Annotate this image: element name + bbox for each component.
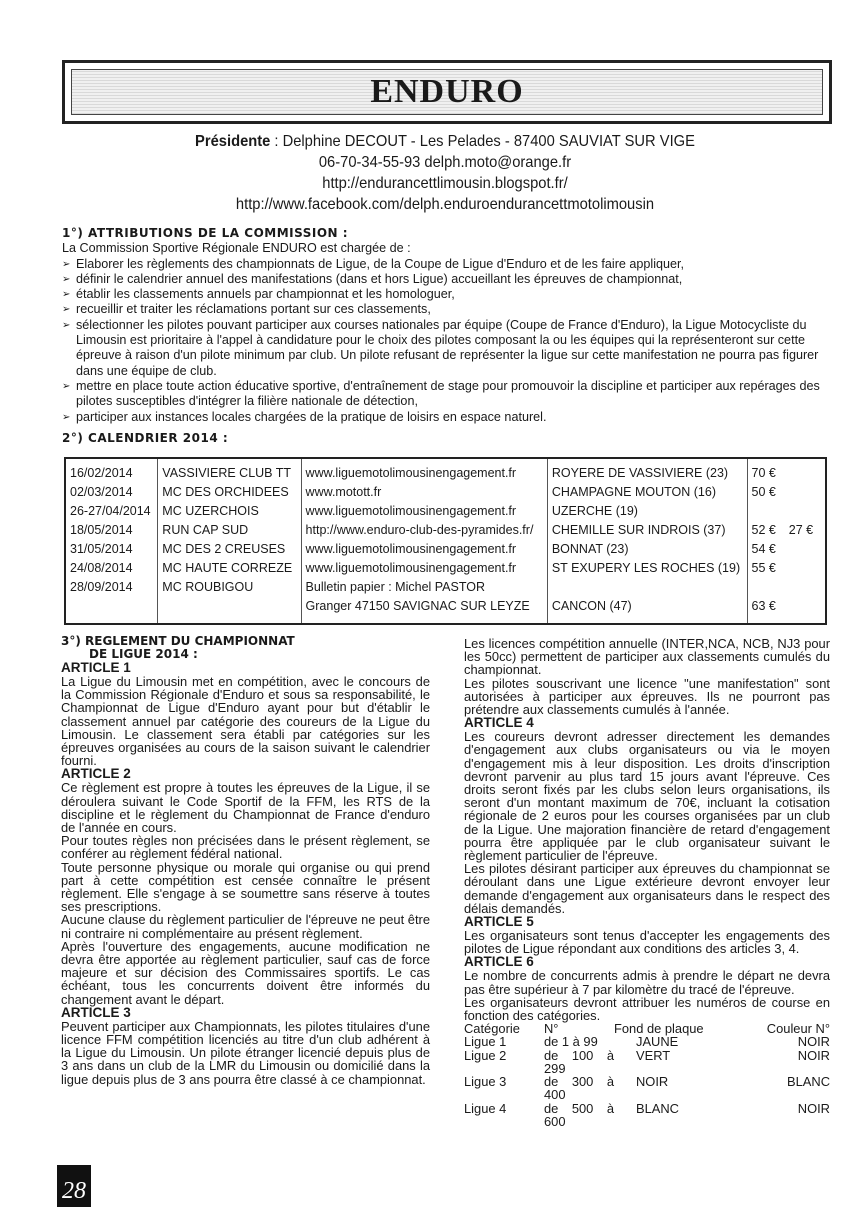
calendar-cell-club: RUN CAP SUD: [158, 520, 301, 539]
article-4-heading: ARTICLE 4: [464, 715, 534, 731]
category-cell: NOIR: [797, 1047, 830, 1063]
calendar-cell-club: VASSIVIERE CLUB TT: [158, 458, 301, 482]
list-item: ➢ participer aux instances locales chargées de la pratique de loisirs en espace naturel.: [62, 410, 832, 425]
calendar-cell-web: www.liguemotolimousinengagement.fr: [301, 501, 547, 520]
left-column: [61, 635, 430, 1086]
category-cell: BLANC: [787, 1074, 830, 1090]
list-item: ➢ définir le calendrier annuel des manifestations (dans et hors Ligue) accueillant les épreuves de championnat,: [62, 272, 832, 287]
calendar-cell-price: 55 €: [751, 560, 776, 575]
contact-address: : Delphine DECOUT - Les Pelades - 87400 SAUVIAT SUR VIGE: [270, 133, 695, 150]
list-item: ➢ Elaborer les règlements des championnats de Ligue, de la Coupe de Ligue d'Enduro et de les faire appliquer,: [62, 257, 832, 272]
calendar-cell-web: www.liguemotolimousinengagement.fr: [301, 558, 547, 577]
calendar-cell-web: www.liguemotolimousinengagement.fr: [301, 458, 547, 482]
calendar-cell-place: CHAMPAGNE MOUTON (16): [547, 482, 747, 501]
calendar-cell-club: [158, 596, 301, 624]
calendar-cell-web: www.liguemotolimousinengagement.fr: [301, 539, 547, 558]
calendar-cell-web: www.motott.fr: [301, 482, 547, 501]
title-banner-inner: [71, 69, 823, 115]
calendar-cell-place: ST EXUPERY LES ROCHES (19): [547, 558, 747, 577]
article-2-heading: ARTICLE 2: [61, 766, 131, 782]
list-item: ➢ établir les classements annuels par championnat et les homologuer,: [62, 287, 832, 302]
calendar-cell-club: MC UZERCHOIS: [158, 501, 301, 520]
category-cell: NOIR: [797, 1100, 830, 1116]
article-2-text-3: Toute personne physique ou morale qui organise ou qui prend part à cette compétition est censée connaître le présent règlement. Elle s'engage à se soumettre sans réserve à toutes ses prescriptions.: [61, 859, 430, 915]
list-item: ➢ mettre en place toute action éducative sportive, d'entraînement de stage pour promouvoir la discipline et participer aux repérages des pilotes susceptibles d'intégrer la filière nationale de détection,: [62, 379, 832, 410]
calendar-cell-date: 28/09/2014: [65, 577, 158, 596]
calendar-cell-price: 50 €: [751, 484, 776, 499]
calendar-cell-place: CHEMILLE SUR INDROIS (37): [547, 520, 747, 539]
contact-facebook-url: http://www.facebook.com/delph.enduroendurancettmotolimousin: [235, 196, 655, 213]
table-row: [65, 596, 826, 624]
article-2-text-2: Pour toutes règles non précisées dans le présent règlement, se conférer au règlement fédéral national.: [61, 833, 430, 862]
title-banner: [62, 60, 832, 124]
calendar-cell-extra: [785, 596, 826, 624]
list-item: ➢ recueillir et traiter les réclamations portant sur ces classements,: [62, 302, 832, 317]
calendar-cell-place: BONNAT (23): [547, 539, 747, 558]
calendar-table: [64, 457, 827, 625]
article-5-text-1: Les organisateurs sont tenus d'accepter les engagements des pilotes de Ligue répondant aux conditions des articles 3, 4.: [464, 928, 830, 957]
category-cell: JAUNE: [636, 1034, 679, 1050]
page-number: 28: [57, 1165, 91, 1207]
article-4-text-2: Les pilotes désirant participer aux épreuves du championnat se déroulant dans une Ligue extérieure devront envoyer leur demande d'engagement aux organisateurs dans le respect des délais demandés.: [464, 861, 830, 916]
calendar-cell-club: MC DES ORCHIDEES: [158, 482, 301, 501]
section-1-title: 1°) ATTRIBUTIONS DE LA COMMISSION :: [62, 226, 349, 240]
section-1-intro: La Commission Sportive Régionale ENDURO est chargée de :: [62, 241, 411, 256]
calendar-cell-date: 24/08/2014: [65, 558, 158, 577]
attributions-list: [62, 257, 832, 425]
calendar-cell-web: Bulletin papier : Michel PASTOR: [301, 577, 547, 596]
category-cell: VERT: [636, 1047, 671, 1063]
table-row: [65, 458, 826, 482]
calendar-body: [65, 458, 826, 624]
category-header: Catégorie: [464, 1021, 520, 1037]
calendar-cell-date: 26-27/04/2014: [65, 501, 158, 520]
article-6-text-2: Les organisateurs devront attribuer les numéros de course en fonction des catégories.: [464, 994, 830, 1024]
section-3-title-line-2: DE LIGUE 2014 :: [89, 647, 198, 661]
article-2-text-4: Aucune clause du règlement particulier de l'épreuve ne peut être ni contraire ni complémentaire au présent règlement.: [61, 912, 430, 941]
calendar-cell-extra: [785, 539, 826, 558]
category-table: [464, 1022, 830, 1128]
table-row: [65, 577, 826, 596]
article-3-text-1: Peuvent participer aux Championnats, les pilotes titulaires d'une licence FFM compétition licenciés au titre d'un club adhérent à la Ligue du Limousin. Un pilote étranger licencié depuis plus de 3 ans dans un club de la LMR du Limousin ou domicilié dans la ligue depuis plus de 3 ans pourra être classé à ce championnat.: [61, 1018, 430, 1087]
article-3-text-2: Les licences compétition annuelle (INTER,NCA, NCB, NJ3 pour les 50cc) permettent de participer aux classements cumulés du championnat.: [464, 636, 830, 678]
section-3-title-line-1: 3°) REGLEMENT DU CHAMPIONNAT: [61, 634, 295, 648]
category-cell: Ligue 4: [464, 1100, 507, 1116]
section-2-title: 2°) CALENDRIER 2014 :: [62, 431, 229, 445]
table-row: [65, 520, 826, 539]
table-row: [65, 558, 826, 577]
article-3-heading: ARTICLE 3: [61, 1004, 131, 1020]
calendar-cell-extra: [785, 577, 826, 596]
category-cell: NOIR: [797, 1034, 830, 1050]
article-3-text-3: Les pilotes souscrivant une licence "une manifestation" sont autorisées à participer aux épreuves. Ils ne pourront pas prétendre aux classements cumulés à l'année.: [464, 675, 830, 718]
calendar-cell-date: [65, 596, 158, 624]
calendar-cell-extra: [785, 501, 826, 520]
category-cell: NOIR: [636, 1074, 669, 1090]
calendar-cell-price: [747, 577, 785, 596]
calendar-cell-price: 54 €: [751, 541, 776, 556]
table-row: [65, 539, 826, 558]
article-2-text-5: Après l'ouverture des engagements, aucune modification ne devra être apportée au règlement particulier, sauf cas de force majeure et sur décision des Commissaires sportifs. Le cas échéant, tous les concurrents doivent être informés du changement avant le départ.: [61, 938, 430, 1007]
article-1-heading: ARTICLE 1: [61, 660, 131, 675]
contact-line-1: [91, 131, 799, 152]
category-cell: Ligue 3: [464, 1074, 507, 1090]
calendar-cell-club: MC DES 2 CREUSES: [158, 539, 301, 558]
calendar-cell-extra: 27 €: [788, 522, 814, 537]
calendar-cell-place: [547, 577, 747, 596]
list-item: ➢ sélectionner les pilotes pouvant participer aux courses nationales par équipe (Coupe de France d'Enduro), la Ligue Motocycliste du Limousin est prioritaire à l'appel à candidature pour le choix des pilotes composant la ou les équipes qui la représenteront sur cette épreuve à raison d'un pilote minimum par club. Un pilote refusant de représenter la ligue sur cette manifestation ne pourra pas figurer dans une équipe de club.: [62, 318, 832, 379]
calendar-cell-date: 18/05/2014: [65, 520, 158, 539]
category-cell: de 1 à 99: [544, 1034, 598, 1050]
page-title: ENDURO: [370, 73, 524, 110]
calendar-cell-place: ROYERE DE VASSIVIERE (23): [547, 458, 747, 482]
table-row: [65, 501, 826, 520]
category-cell: BLANC: [636, 1100, 679, 1116]
calendar-cell-club: MC HAUTE CORREZE: [158, 558, 301, 577]
calendar-cell-date: 02/03/2014: [65, 482, 158, 501]
calendar-cell-price: 52 €: [751, 522, 776, 537]
calendar-cell-place: CANCON (47): [547, 596, 747, 624]
section-attributions: [62, 226, 832, 425]
category-cell: de 500 à 600: [544, 1100, 614, 1129]
category-cell: de 100 à 299: [544, 1047, 614, 1076]
contact-line-2: 06-70-34-55-93 delph.moto@orange.fr: [318, 154, 572, 171]
category-header: N°: [544, 1021, 559, 1037]
calendar-cell-date: 31/05/2014: [65, 539, 158, 558]
calendar-cell-place: UZERCHE (19): [547, 501, 747, 520]
calendar-cell-web: Granger 47150 SAVIGNAC SUR LEYZE: [301, 596, 547, 624]
article-6-text-1: Le nombre de concurrents admis à prendre le départ ne devra pas être supérieur à 7 par kilomètre du tracé de l'épreuve.: [464, 968, 830, 997]
category-cell: de 300 à 400: [544, 1074, 614, 1103]
section-3-title: [61, 635, 430, 661]
calendar-cell-price: [747, 501, 785, 520]
contact-block: [91, 131, 799, 215]
calendar-cell-extra: [785, 482, 826, 501]
article-5-heading: ARTICLE 5: [464, 914, 534, 930]
article-6-heading: ARTICLE 6: [464, 954, 534, 970]
calendar-cell-extra: [785, 458, 826, 482]
article-4-text-1: Les coureurs devront adresser directement les demandes d'engagement aux clubs organisateurs ou via le moyen d'engagement mis à leur disposition. Les droits d'inscription devront parvenir au plus tard 15 jours avant l'épreuve. Ces droits seront fixés par les clubs selon leurs organisations, ils seront d'un montant maximum de 70€, incluant la cotisation régionale de 2 euros pour les courses organisées par un club de la Ligue. Une majoration financière de retard d'engagement pourra être appliquée par le club organisateur suivant le règlement particulier de l'épreuve.: [464, 729, 830, 864]
right-column: [464, 637, 830, 1128]
calendar-cell-price: 63 €: [751, 598, 776, 613]
table-row: [65, 482, 826, 501]
calendar-cell-club: MC ROUBIGOU: [158, 577, 301, 596]
category-cell: Ligue 2: [464, 1047, 507, 1063]
calendar-cell-web: http://www.enduro-club-des-pyramides.fr/: [301, 520, 547, 539]
contact-label: Présidente: [195, 133, 271, 150]
contact-blog-url: http://endurancettlimousin.blogspot.fr/: [322, 175, 568, 192]
category-header: Couleur N°: [766, 1021, 830, 1037]
calendar-cell-date: 16/02/2014: [65, 458, 158, 482]
article-1-text: La Ligue du Limousin met en compétition, avec le concours de la Commission Régionale d'Enduro et sous sa responsabilité, le Championnat de Ligue d'Enduro ayant pour but d'établir le classement annuel par catégorie des coureurs de la Ligue du Limousin. Le classement sera établi par catégories sur les épreuves organisées au cours de la saison suivant le calendrier fourni.: [61, 674, 430, 769]
article-2-text-1: Ce règlement est propre à toutes les épreuves de la Ligue, il se déroulera suivant le Code Sportif de la FFM, les RTS de la discipline et le règlement du Championnat de France d'enduro de l'année en cours.: [61, 780, 430, 836]
category-header: Fond de plaque: [614, 1021, 704, 1037]
category-cell: Ligue 1: [464, 1034, 507, 1050]
calendar-cell-extra: [785, 558, 826, 577]
calendar-cell-price: 70 €: [751, 465, 776, 480]
